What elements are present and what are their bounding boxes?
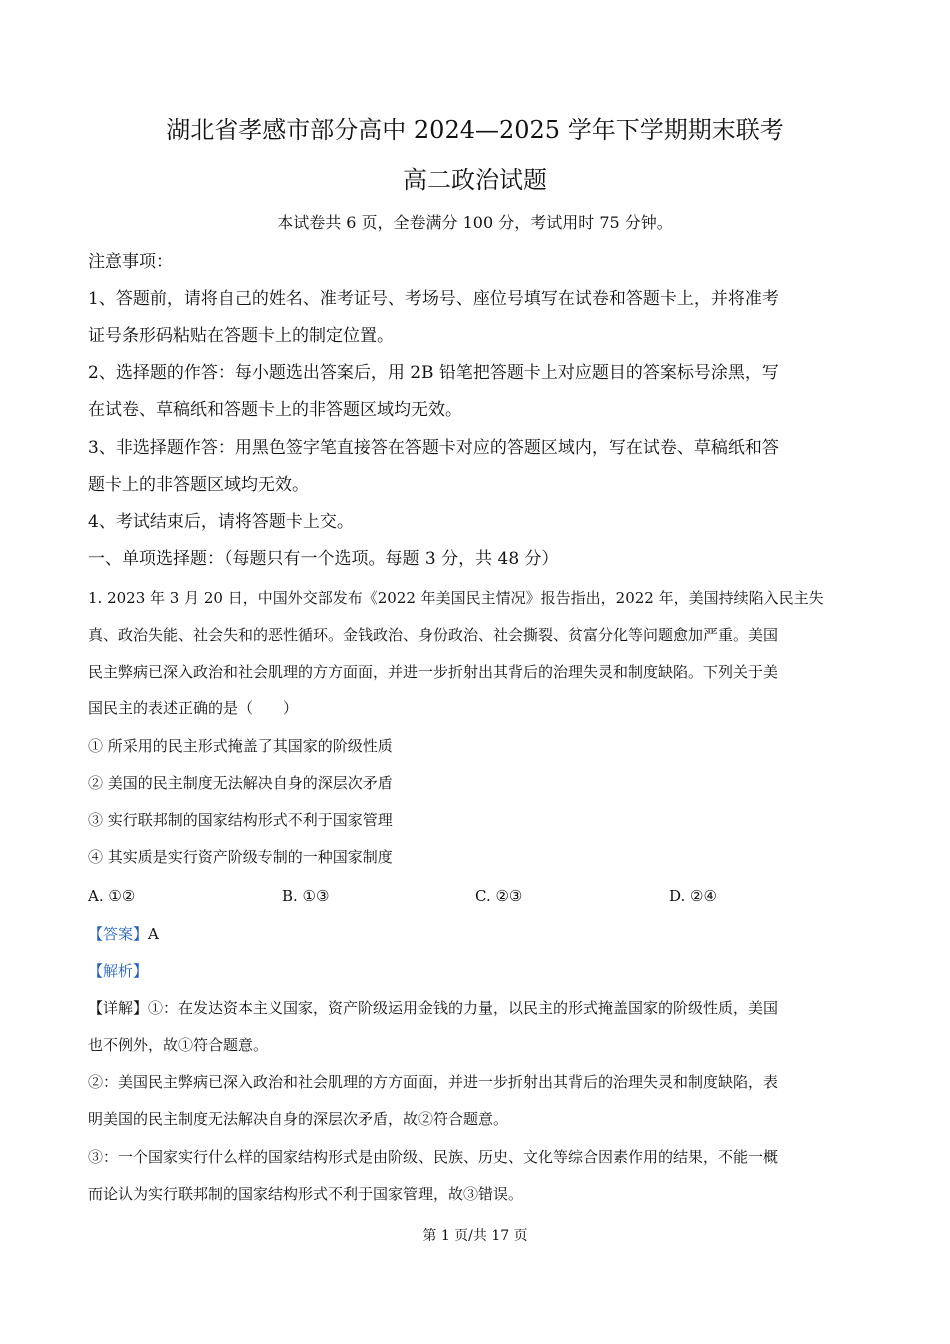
question-item: ② 美国的民主制度无法解决自身的深层次矛盾 (88, 774, 393, 792)
detail-line: 【详解】①：在发达资本主义国家，资产阶级运用金钱的力量，以民主的形式掩盖国家的阶级性质，美国 (88, 999, 779, 1017)
answer-value: A (148, 925, 159, 943)
notice-line: 4、考试结束后，请将答题卡上交。 (88, 512, 354, 532)
answer-label: 【答案】 (88, 925, 149, 943)
section-heading: 一、单项选择题：（每题只有一个选项。每题 3 分，共 48 分） (88, 549, 559, 569)
notice-line: 证号条形码粘贴在答题卡上的制定位置。 (88, 326, 394, 346)
notice-line: 在试卷、草稿纸和答题卡上的非答题区域均无效。 (88, 400, 462, 420)
question-item: ③ 实行联邦制的国家结构形式不利于国家管理 (88, 811, 393, 829)
detail-line: ③：一个国家实行什么样的国家结构形式是由阶级、民族、历史、文化等综合因素作用的结果，不能一概 (88, 1148, 779, 1166)
exam-info: 本试卷共 6 页，全卷满分 100 分，考试用时 75 分钟。 (277, 213, 673, 232)
question-item: ④ 其实质是实行资产阶级专制的一种国家制度 (88, 848, 393, 866)
exam-title: 湖北省孝感市部分高中 2024—2025 学年下学期期末联考 (166, 116, 784, 144)
question-item: ① 所采用的民主形式掩盖了其国家的阶级性质 (88, 737, 393, 755)
analysis-label: 【解析】 (88, 962, 149, 980)
question-stem-line: 民主弊病已深入政治和社会肌理的方方面面，并进一步折射出其背后的治理失灵和制度缺陷。下列关于美 (88, 663, 779, 681)
notice-line: 题卡上的非答题区域均无效。 (88, 475, 309, 495)
detail-line: ②：美国民主弊病已深入政治和社会肌理的方方面面，并进一步折射出其背后的治理失灵和制度缺陷，表 (88, 1073, 779, 1091)
answer-line (88, 922, 868, 946)
page-footer: 第 1 页/共 17 页 (422, 1228, 528, 1244)
question-stem-line: 国民主的表述正确的是（ ） (88, 699, 299, 717)
question-stem-line: 真、政治失能、社会失和的恶性循环。金钱政治、身份政治、社会撕裂、贫富分化等问题愈加严重。美国 (88, 626, 779, 644)
detail-line: 明美国的民主制度无法解决自身的深层次矛盾，故②符合题意。 (88, 1110, 509, 1128)
notice-line: 3、非选择题作答：用黑色签字笔直接答在答题卡对应的答题区域内，写在试卷、草稿纸和答 (88, 438, 779, 458)
option-b: B. ①③ (282, 887, 330, 905)
notice-line: 2、选择题的作答：每小题选出答案后，用 2B 铅笔把答题卡上对应题目的答案标号涂黑，写 (88, 363, 779, 383)
question-stem-line: 1. 2023 年 3 月 20 日，中国外交部发布《2022 年美国民主情况》报告指出，2022 年，美国持续陷入民主失 (88, 589, 824, 607)
option-d: D. ②④ (669, 887, 717, 905)
detail-line: 而论认为实行联邦制的国家结构形式不利于国家管理，故③错误。 (88, 1185, 524, 1203)
subject-title: 高二政治试题 (403, 166, 547, 194)
option-c: C. ②③ (475, 887, 523, 905)
notice-heading: 注意事项： (88, 252, 173, 272)
notice-line: 1、答题前，请将自己的姓名、准考证号、考场号、座位号填写在试卷和答题卡上，并将准考 (88, 289, 779, 309)
option-a: A. ①② (88, 887, 136, 905)
detail-line: 也不例外，故①符合题意。 (88, 1036, 269, 1054)
